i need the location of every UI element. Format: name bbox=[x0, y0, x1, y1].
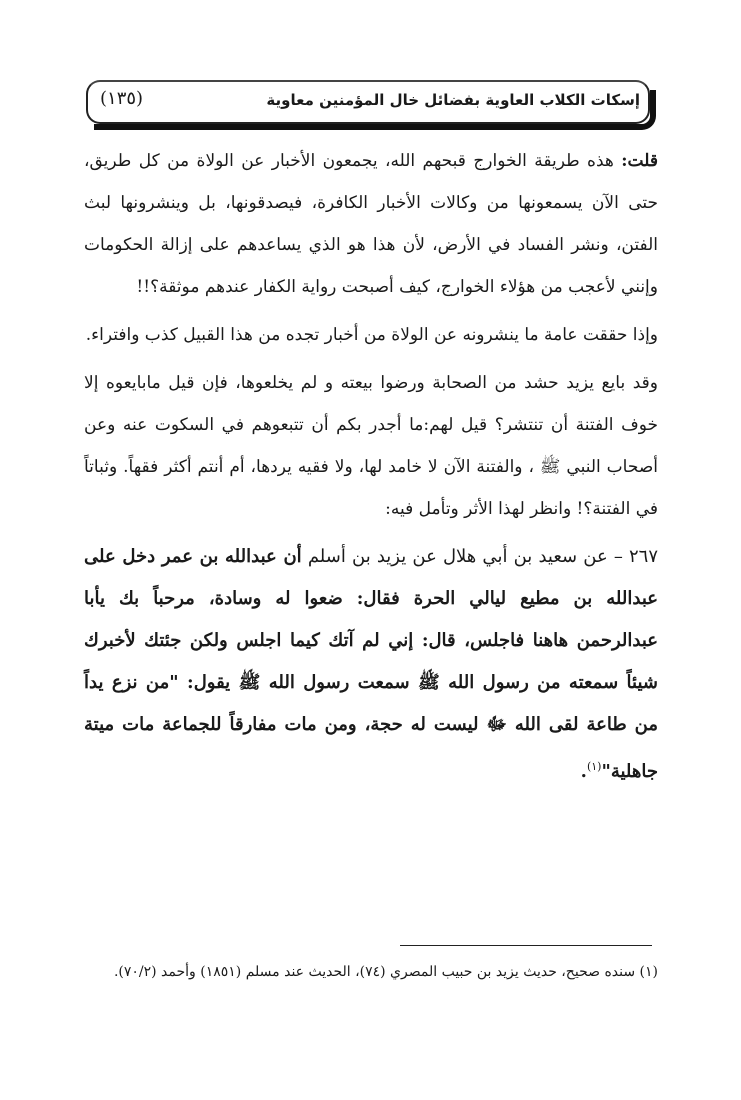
page-header bbox=[86, 80, 654, 126]
hadith-chain: ٢٦٧ – عن سعيد بن أبي هلال عن يزيد بن أسلم bbox=[301, 546, 658, 567]
paragraph-1-text: هذه طريقة الخوارج قبحهم الله، يجمعون الأخبار عن الولاة من كل طريق، حتى الآن يسمعونها من وكالات الأخبار الكافرة، فيصدقونها، بل وينشرونها لبث الفتن، ونشر الفساد في الأرض، لأن هذا هو الذي يساعدهم على إزالة الحكومات وإنني لأعجب من هؤلاء الخوارج، كيف أصبحت رواية الكفار عندهم موثقة؟!! bbox=[84, 151, 658, 297]
running-title: إسكات الكلاب العاوية بفضائل خال المؤمنين معاوية bbox=[266, 91, 640, 109]
hadith-267 bbox=[84, 536, 658, 793]
paragraph-3: وقد بايع يزيد حشد من الصحابة ورضوا بيعته و لم يخلعوها، فإن قيل مابايعوه إلا خوف الفتنة أن تنتشر؟ قيل لهم:ما أجدر بكم أن تتبعوهم في السكوت عنه وعن أصحاب النبي ﷺ ، والفتنة الآن لا خامد لها، ولا فقيه يردها، أم أنتم أكثر فقهاً. وثباتاً في الفتنة؟! وانظر لهذا الأثر وتأمل فيه: bbox=[84, 373, 658, 519]
footnote-ref[interactable]: (١) bbox=[586, 760, 602, 773]
paragraph-lead: قلت: bbox=[621, 151, 658, 171]
paragraph-2: وإذا حققت عامة ما ينشرونه عن الولاة من أخبار تجده من هذا القبيل كذب وافتراء. bbox=[85, 325, 658, 345]
page-number: (١٣٥) bbox=[100, 88, 144, 109]
hadith-end: . bbox=[580, 761, 587, 782]
hadith-text: أن عبدالله بن عمر دخل على عبدالله بن مطيع ليالي الحرة فقال: ضعوا له وسادة، مرحباً بك يأبا عبدالرحمن هاهنا فاجلس، قال: إني لم آتك كيما اجلس ولكن جئتك لأخبرك شيئاً سمعته من رسول الله ﷺ سمعت رسول الله ﷺ يقول: "من نزع يداً من طاعة لقى الله ﷻ ليست له حجة، ومن مات مفارقاً للجماعة مات ميتة جاهلية" bbox=[84, 546, 658, 782]
footnote-divider bbox=[400, 945, 652, 946]
paragraph-1 bbox=[84, 140, 658, 308]
footnote-1: (١) سنده صحيح، حديث يزيد بن حبيب المصري (٧٤)، الحديث عند مسلم (١٨٥١) وأحمد (٧٠/٢). bbox=[113, 964, 658, 980]
main-text bbox=[84, 140, 658, 793]
